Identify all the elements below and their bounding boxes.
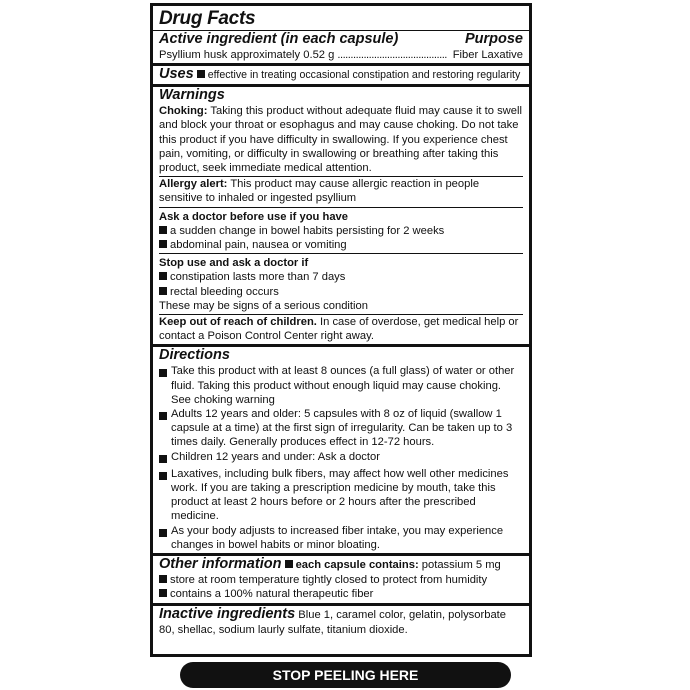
inactive-ingredients-section (159, 606, 523, 637)
bullet-icon (159, 472, 167, 480)
list-item-text: Take this product with at least 8 ounces (a full glass) of water or other fluid. Taking this product without enough liquid may cause choking. See choking warning (171, 365, 515, 406)
bullet-icon (159, 369, 167, 377)
uses-heading: Uses (159, 66, 194, 83)
active-ingredient-heading: Active ingredient (in each capsule) (159, 31, 399, 47)
drug-facts-title: Drug Facts (159, 8, 256, 29)
list-item (159, 224, 523, 238)
directions-heading: Directions (159, 347, 230, 364)
bullet-icon (159, 529, 167, 537)
list-item (159, 587, 523, 601)
stop-use-note: These may be signs of a serious condition (159, 299, 368, 312)
bullet-icon (159, 575, 167, 583)
stop-use-heading: Stop use and ask a doctor if (159, 257, 309, 270)
allergy-text: This product may cause allergic reaction in people sensitive to inhaled or ingested psyllium (159, 178, 480, 205)
list-item-text: store at room temperature tightly closed to protect from humidity (170, 574, 488, 587)
other-information-header (159, 556, 523, 573)
list-item-text: Children 12 years and under: Ask a doctor (171, 450, 380, 463)
divider (159, 207, 523, 208)
active-ingredient-header (159, 31, 523, 48)
list-item (159, 450, 523, 467)
active-ingredient-row (159, 48, 523, 62)
drug-facts-panel (150, 3, 532, 657)
keep-text: In case of overdose, get medical help or contact a Poison Control Center right away. (159, 316, 519, 343)
warnings-heading: Warnings (159, 87, 225, 104)
bullet-icon (159, 226, 167, 234)
list-item (159, 238, 523, 252)
allergy-label: Allergy alert: (159, 178, 228, 191)
list-item (159, 467, 523, 524)
list-item (159, 364, 523, 407)
bullet-icon (285, 560, 293, 568)
bullet-icon (159, 589, 167, 597)
inactive-ingredients-text: Blue 1, caramel color, gelatin, polysorbate 80, shellac, sodium laurly sulfate, titanium dioxide. (159, 608, 507, 636)
list-item-text: As your body adjusts to increased fiber intake, you may experience changes in bowel habits or minor bloating. (171, 524, 504, 551)
list-item-text: a sudden change in bowel habits persisting for 2 weeks (170, 224, 445, 237)
capsule-label: each capsule contains: (295, 559, 419, 572)
list-item-text: rectal bleeding occurs (170, 285, 279, 298)
inactive-ingredients-heading: Inactive ingredients (159, 605, 296, 622)
directions-section (159, 347, 523, 552)
keep-label: Keep out of reach of children. (159, 316, 317, 329)
choking-warning (159, 104, 523, 175)
list-item-text: Adults 12 years and older: 5 capsules with 8 oz of liquid (swallow 1 capsule at a time) at the first sign of irregularity. Can be taken up to 3 times daily. Generally produces effect in 12-72 hours. (171, 408, 513, 449)
capsule-text: potassium 5 mg (421, 559, 501, 572)
choking-text: Taking this product without adequate fluid may cause it to swell and block your throat or esophagus and may cause choking. Do not take this product if you have difficulty in swallowing. If you experience chest pain, vomiting, or difficulty in swallowing or breathing after taking this product, seek immediate medical attention. (159, 105, 522, 175)
list-item (159, 573, 523, 587)
uses-text: effective in treating occasional constipation and restoring regularity (207, 69, 521, 82)
list-item-text: Laxatives, including bulk fibers, may affect how well other medicines work. If you are taking a prescription medicine by mouth, take this product at least 2 hours before or 2 hours after the prescribed medicine. (171, 467, 509, 523)
ingredient-name: Psyllium husk approximately 0.52 g (159, 49, 335, 61)
bullet-icon (159, 287, 167, 295)
list-item (159, 524, 523, 552)
warnings-section (159, 87, 523, 343)
bullet-icon (159, 272, 167, 280)
ask-doctor-heading: Ask a doctor before use if you have (159, 210, 348, 223)
allergy-alert (159, 177, 523, 205)
dot-leader: .......................................... (337, 49, 447, 61)
ingredient-purpose: Fiber Laxative (452, 49, 523, 61)
bullet-icon (159, 240, 167, 248)
list-item (159, 270, 523, 284)
stop-peeling-banner: STOP PEELING HERE (180, 662, 511, 688)
list-item (159, 285, 523, 299)
purpose-heading: Purpose (464, 31, 523, 47)
uses-section (159, 66, 523, 83)
bullet-icon (159, 455, 167, 463)
list-item-text: contains a 100% natural therapeutic fiber (170, 588, 374, 601)
divider (159, 253, 523, 254)
bullet-icon (159, 412, 167, 420)
other-information-section (159, 556, 523, 601)
bullet-icon (197, 70, 205, 78)
other-information-heading: Other information (159, 556, 282, 573)
list-item (159, 407, 523, 450)
list-item-text: constipation lasts more than 7 days (170, 271, 346, 284)
list-item-text: abdominal pain, nausea or vomiting (170, 239, 347, 252)
choking-label: Choking: (159, 105, 208, 118)
keep-out-of-reach (159, 315, 523, 343)
